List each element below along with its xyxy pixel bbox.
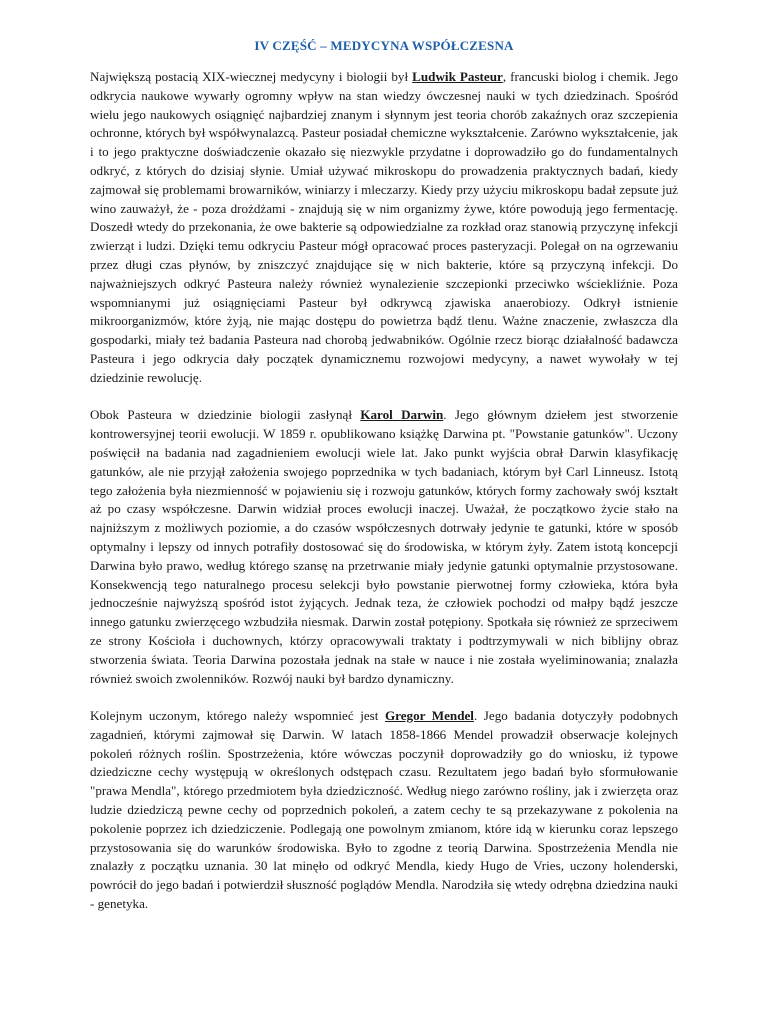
paragraph-text: . Jego głównym dziełem jest stworzenie kontrowersyjnej teorii ewolucji. W 1859 r. opublikowano książkę Darwina pt. "Powstanie gatunków". Uczony poświęcił na badania nad zagadnieniem ewolucji wiele lat. Jako punkt wyjścia obrał Darwin klasyfikację gatunków, ale nie przyjął założenia swojego poprzednika w tych badaniach, którym był Carl Linneusz. Istotą tego założenia była niezmienność w pojawieniu się i rozwoju gatunków, których formy zachowały swój kształt aż po czasy współczesne. Darwin widział proces ewolucji inaczej. Uważał, że początkowo życie stało na najniższym z możliwych poziomie, a do czasów współczesnych dotrwały jedynie te gatunki, które w sposób optymalny i lepszy od innych potrafiły dostosować się do środowiska, w którym żyły. Zatem istotą koncepcji Darwina było prawo, według którego szansę na przetrwanie miały jedynie gatunki optymalnie przystosowane. Konsekwencją tego naturalnego procesu selekcji było powstanie pierwotnej formy człowieka, która była jednocześnie najwyższą spośród istot żyjących. Jednak teza, że człowiek pochodzi od małpy bądź jeszcze innego gatunku zwierzęcego wzbudziła niesmak. Darwin został potępiony. Spotkała się również ze sprzeciwem ze strony Kościoła i duchownych, którzy opracowywali traktaty i podtrzymywali w nich biblijny obraz stworzenia świata. Teoria Darwina pozostała jednak na stałe w nauce i nie została wyeliminowania; znalazła również swoich zwolenników. Rozwój nauki był bardzo dynamiczny.	[90, 407, 678, 686]
person-name-pasteur: Ludwik Pasteur	[412, 69, 503, 84]
person-name-darwin: Karol Darwin	[360, 407, 444, 423]
paragraph-text: , francuski biolog i chemik. Jego odkrycia naukowe wywarły ogromny wpływ na stan wiedzy ówczesnej nauki w tych dziedzinach. Spośród wielu jego naukowych osiągnięć najbardziej znanym i słynnym jest teoria chorób zakaźnych oraz szczepienia ochronne, których był współwynalazcą. Pasteur posiadał chemiczne wykształcenie. Zarówno wykształcenie, jak i to jego praktyczne doświadczenie okazało się niezwykle przydatne i doprowadziło go do fundamentalnych odkryć, z których do dzisiaj słynie. Umiał używać mikroskopu do prowadzenia praktycznych badań, kiedy zajmował się problemami browarników, winiarzy i mleczarzy. Kiedy przy użyciu mikroskopu badał zepsute już wino zauważył, że - poza drożdżami - znajdują się w nim organizmy żywe, które powodują jego fermentację. Doszedł wtedy do przekonania, że owe bakterie są odpowiedzialne za rozkład oraz stanowią przyczynę infekcji zwierząt i ludzi. Dzięki temu odkryciu Pasteur mógł opracować proces pasteryzacji. Polegał on na ogrzewaniu przez długi czas płynów, by zniszczyć znajdujące się w nich bakterie, które są przyczyną infekcji. Do najważniejszych odkryć Pasteura należy również wynalezienie szczepionki przeciwko wściekliźnie. Poza wspomnianymi już osiągnięciami Pasteur był odkrywcą zjawiska anaerobiozy. Odkrył istnienie mikroorganizmów, które żyją, nie mając dostępu do powietrza bądź tlenu. Ważne znaczenie, zwłaszcza dla gospodarki, miały też badania Pasteura nad chorobą jedwabników. Ogólnie rzecz biorąc działalność badawcza Pasteura i jego odkrycia dały początek dynamicznemu rozwojowi medycyny, a nawet wywołały w tej dziedzinie rewolucję.	[90, 69, 678, 385]
paragraph-pasteur	[90, 68, 678, 388]
document-title: IV CZĘŚĆ – MEDYCYNA WSPÓŁCZESNA	[254, 38, 514, 53]
paragraph-mendel	[90, 707, 678, 914]
paragraph-darwin	[90, 406, 678, 688]
paragraph-text: Kolejnym uczonym, którego należy wspomnieć jest	[90, 708, 385, 724]
document-body	[90, 68, 678, 933]
paragraph-text: . Jego badania dotyczyły podobnych zagadnień, którymi zajmował się Darwin. W latach 1858-1866 Mendel prowadził obserwacje kolejnych pokoleń różnych roślin. Spostrzeżenia, które wówczas poczynił doprowadziły go do wniosku, iż typowe dziedziczne cechy występują w określonych odstępach czasu. Rezultatem jego badań było sformułowanie "prawa Mendla", którego przedmiotem była dziedziczność. Według niego zarówno rośliny, jak i zwierzęta oraz ludzie dziedziczą pewne cechy od poprzednich pokoleń, a zatem cechy te są przekazywane z pokolenia na pokolenie poprzez ich dziedziczenie. Podlegają one powolnym zmianom, które idą w kierunku coraz lepszego przystosowania się do warunków środowiska. Było to zgodne z teorią Darwina. Spostrzeżenia Mendla nie znalazły z początku uznania. 30 lat minęło od odkryć Mendla, kiedy Hugo de Vries, uczony holenderski, powrócił do jego badań i potwierdził słuszność poglądów Mendla. Narodziła się wtedy odrębna dziedzina nauki - genetyka.	[90, 708, 678, 912]
person-name-mendel: Gregor Mendel	[384, 708, 474, 724]
paragraph-text: Największą postacią XIX-wiecznej medycyny i biologii był	[90, 69, 413, 84]
paragraph-text: Obok Pasteura w dziedzinie biologii zasłynął	[90, 407, 361, 423]
